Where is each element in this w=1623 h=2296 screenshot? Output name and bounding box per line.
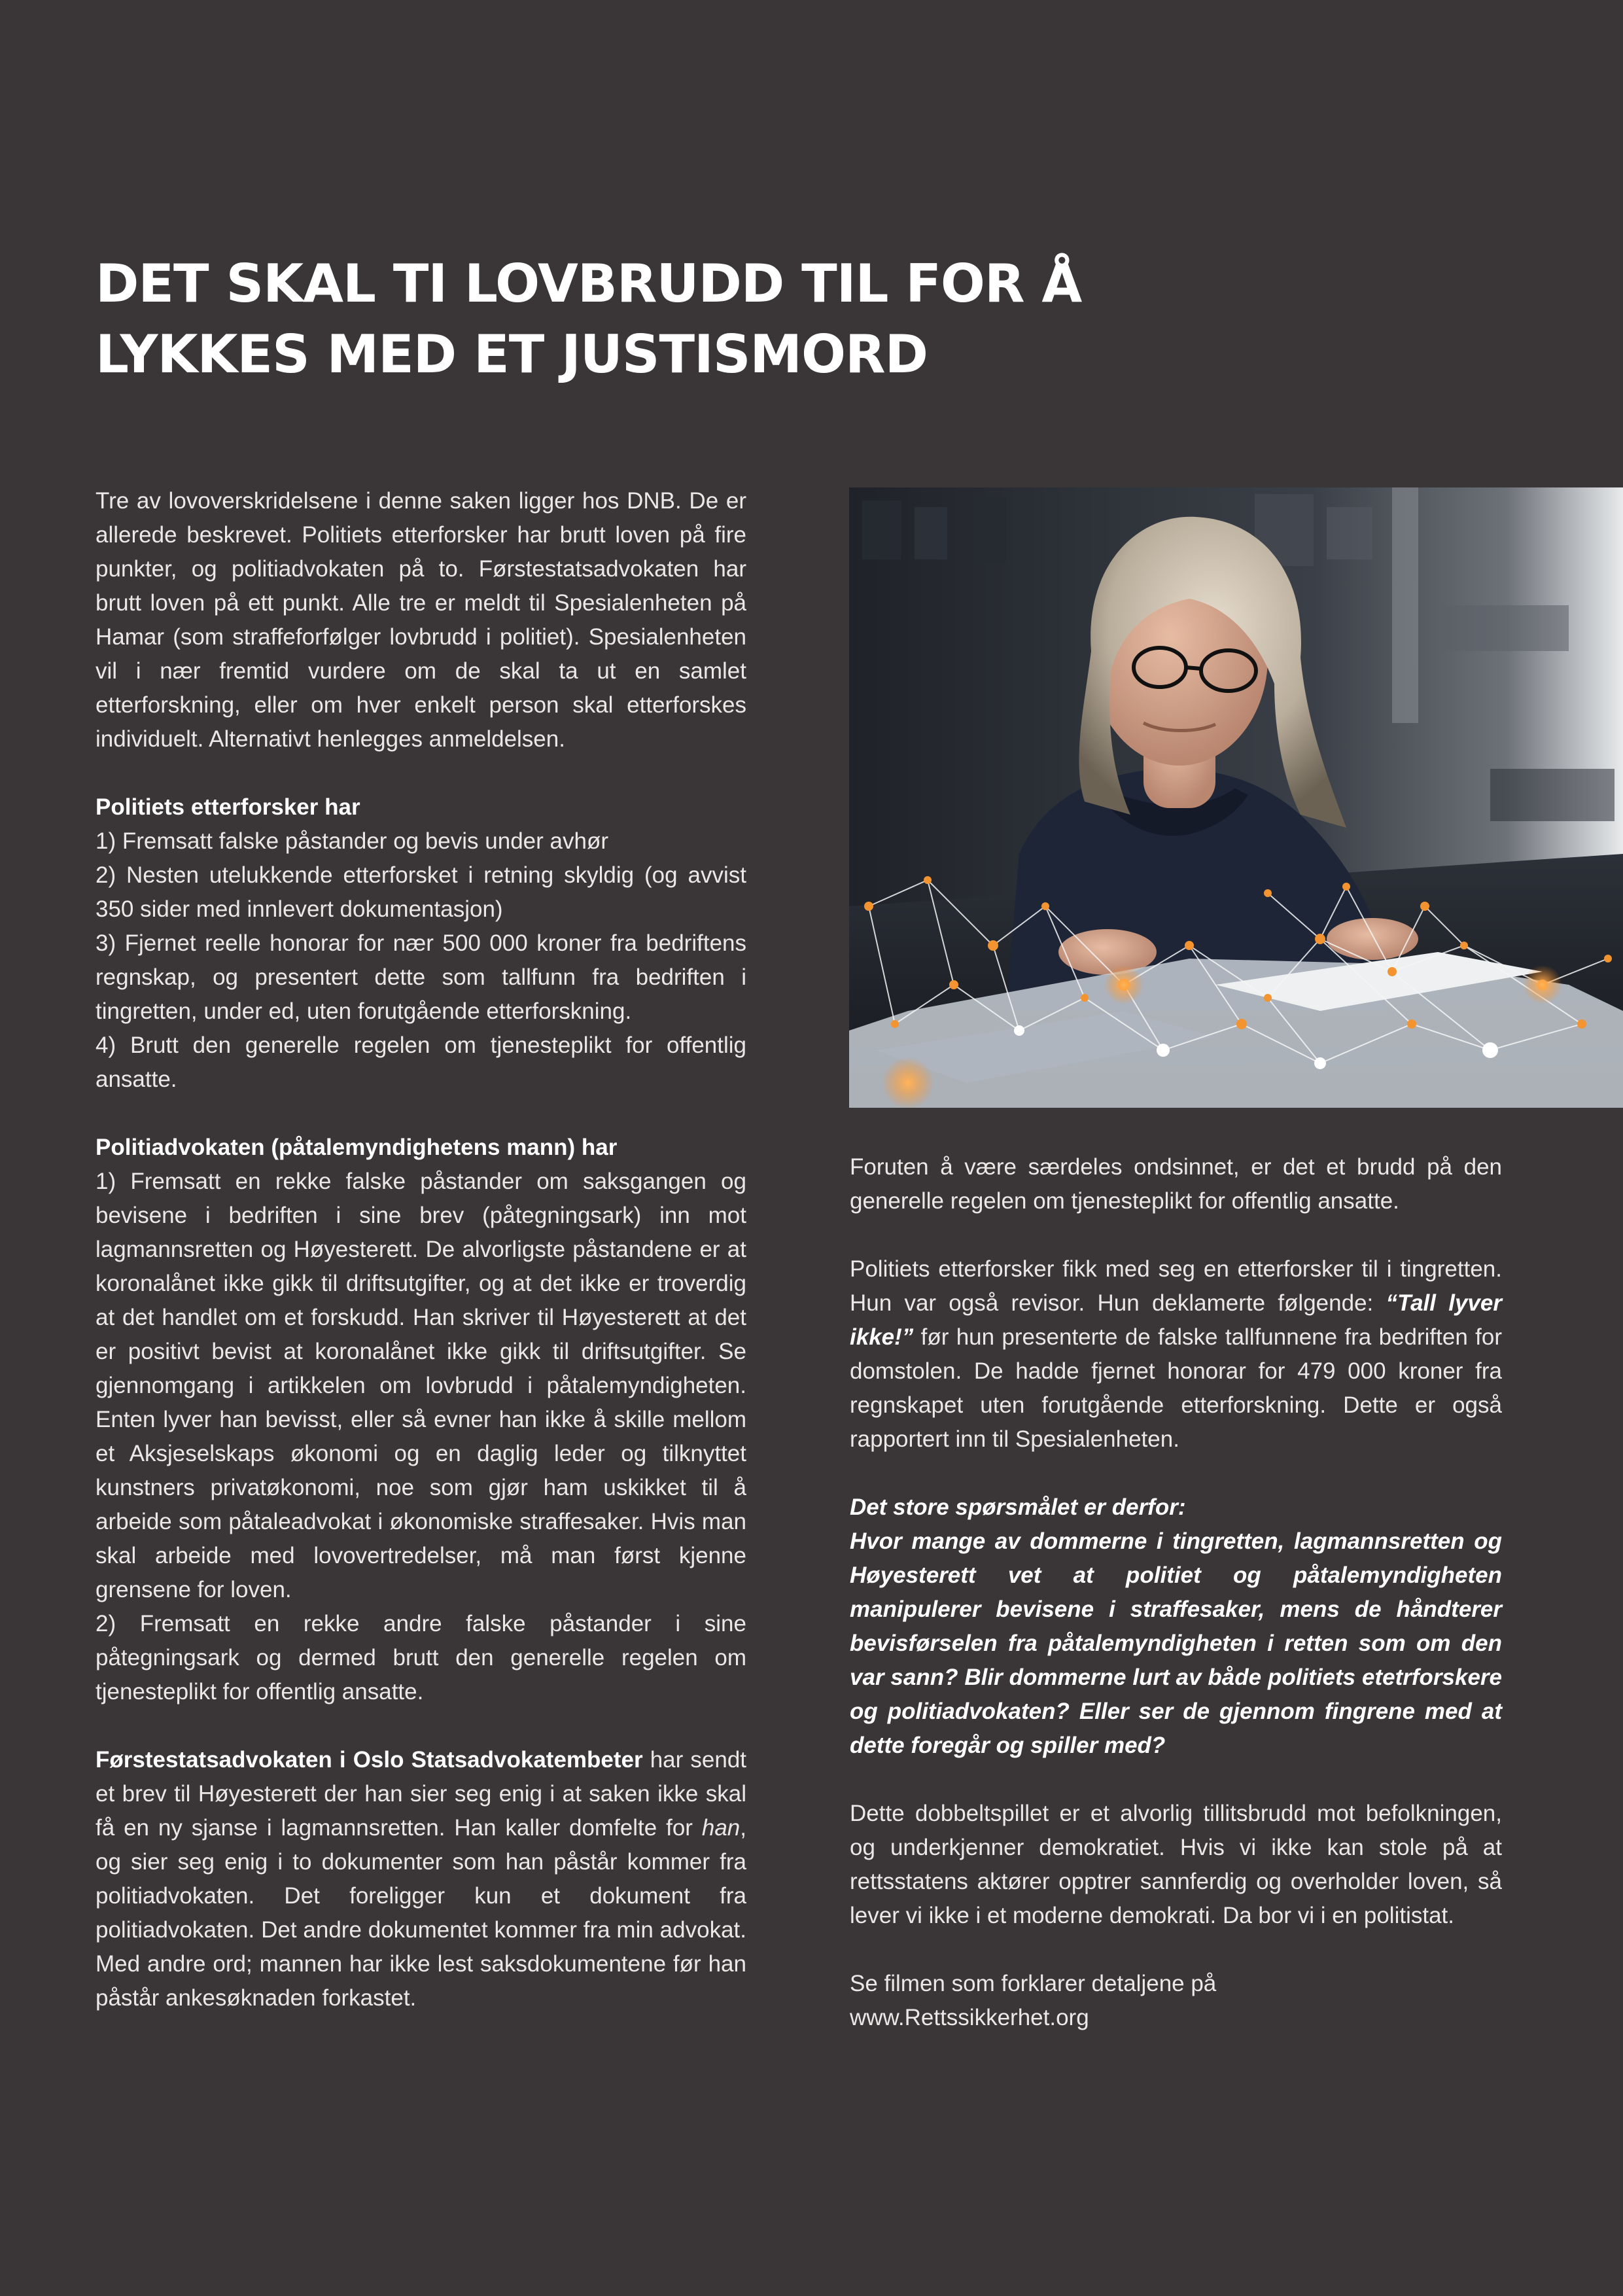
right-paragraph-2 (850, 1252, 1502, 1457)
title-line-2: LYKKES MED ET JUSTISMORD (96, 324, 928, 385)
right-paragraph-4: Dette dobbeltspillet er et alvorlig tillitsbrudd mot befolkningen, og underkjenner demokratiet. Hvis vi ikke kan stole på at rettsstatens aktører opptrer sannferdig og overholder loven, så lever vi ikke i et moderne demokrati. Da bor vi i en politistat. (850, 1801, 1502, 1928)
right-paragraph-2-after: før hun presenterte de falske tallfunnene fra bedriften for domstolen. De hadde fjernet honorar for 479 000 kroner fra regnskapet uten forutgående etterforskning. Dette er også rapportert inn til Spesialenheten. (850, 1324, 1502, 1452)
photo-illustration (849, 487, 1623, 1108)
left-column (96, 484, 746, 2015)
investigator-item-1: 1) Fremsatt falske påstander og bevis under avhør (96, 828, 608, 854)
right-column (850, 1150, 1502, 2035)
question-heading: Det store spørsmålet er derfor: (850, 1494, 1186, 1520)
footer-line-1: Se filmen som forklarer detaljene på (850, 1971, 1217, 1996)
woman-analyzing-data-network-photo (849, 487, 1623, 1108)
prosecutor-item-2: 2) Fremsatt en rekke andre falske påstander i sine påtegningsark og dermed brutt den generelle regelen om tjenesteplikt for offentlig ansatte. (96, 1611, 746, 1704)
title-line-1: DET SKAL TI LOVBRUDD TIL FOR Å (96, 253, 1082, 314)
chief-prosecutor-lead: Førstestatsadvokaten i Oslo Statsadvokatembeter (96, 1747, 643, 1773)
chief-prosecutor-text-1: har sendt et brev til Høyesterett der han sier seg enig i at saken ikke skal få en ny sjanse i lagmannsretten. Han kaller domfelte for (96, 1747, 747, 1841)
investigator-item-2: 2) Nesten utelukkende etterforsket i retning skyldig (og avvist 350 sider med innlevert dokumentasjon) (96, 862, 746, 922)
question-text: Hvor mange av dommerne i tingretten, lagmannsretten og Høyesterett vet at politiet og påtalemyndigheten manipulerer bevisene i straffesaker, mens de håndterer bevisførselen fra påtalemyndigheten i retten som om den var sann? Blir dommerne lurt av både politiets etetrforskere og politiadvokaten? Eller ser de gjennom fingrene med at dette foregår og spiller med? (850, 1528, 1502, 1758)
chief-prosecutor-paragraph (96, 1743, 746, 2015)
prosecutor-item-1: 1) Fremsatt en rekke falske påstander om saksgangen og bevisene i bedriften i sine brev (påtegningsark) inn mot lagmannsretten og Høyesterett. De alvorligste påstandene er at koronalånet ikke gikk til driftsutgifter, og at det ikke er troverdig at det handlet om et forskudd. Han skriver til Høyesterett at det er positivt bevist at koronalånet ikke gikk til driftsutgifter. Se gjennomgang i artikkelen om lovbrudd i påtalemyndigheten. Enten lyver han bevisst, eller så evner han ikke å skille mellom et Aksjeselskaps økonomi og en daglig leder og tilknyttet kunstners privatøkonomi, noe som gjør ham uskikket til å arbeide som påtaleadvokat i økonomiske straffesaker. Hvis man skal arbeide med lovovertredelser, må man først kjenne grensene for loven. (96, 1169, 746, 1602)
prosecutor-section (96, 1131, 746, 1709)
chief-prosecutor-italic-word: han (701, 1815, 741, 1841)
investigator-heading: Politiets etterforsker har (96, 794, 360, 820)
investigator-item-4: 4) Brutt den generelle regelen om tjenesteplikt for offentlig ansatte. (96, 1033, 746, 1092)
right-paragraph-1: Foruten å være særdeles ondsinnet, er det et brudd på den generelle regelen om tjenesteplikt for offentlig ansatte. (850, 1154, 1502, 1214)
page-title (96, 249, 1208, 390)
website-link[interactable]: www.Rettssikkerhet.org (850, 2005, 1089, 2030)
question-section (850, 1491, 1502, 1763)
footer-paragraph (850, 1967, 1502, 2035)
right-paragraph-2-before: Politiets etterforsker fikk med seg en etterforsker til i tingretten. Hun var også revisor. Hun deklamerte følgende: (850, 1256, 1502, 1316)
investigator-item-3: 3) Fjernet reelle honorar for nær 500 000 kroner fra bedriftens regnskap, og presentert dette som tallfunn fra bedriften i tingretten, under ed, uten forutgående etterforskning. (96, 930, 746, 1024)
prosecutor-heading: Politiadvokaten (påtalemyndighetens mann) har (96, 1135, 618, 1160)
tall-lyver-quote: “Tall lyver ikke!” (850, 1290, 1502, 1350)
investigator-section (96, 790, 746, 1097)
chief-prosecutor-text-2: , og sier seg enig i to dokumenter som han påstår kommer fra politiadvokaten. Det foreligger kun et dokument fra politiadvokaten. Det andre dokumentet kommer fra min advokat. Med andre ord; mannen har ikke lest saksdokumentene før han påstår ankesøknaden forkastet. (96, 1815, 746, 2011)
intro-paragraph: Tre av lovoverskridelsene i denne saken ligger hos DNB. De er allerede beskrevet. Politiets etterforsker har brutt loven på fire punkter, og politiadvokaten på to. Førstestatsadvokaten har brutt loven på ett punkt. Alle tre er meldt til Spesialenheten på Hamar (som straffeforfølger lovbrudd i politiet). Spesialenheten vil i nær fremtid vurdere om de skal ta ut en samlet etterforskning, eller om hver enkelt person skal etterforskes individuelt. Alternativt henlegges anmeldelsen. (96, 488, 746, 752)
